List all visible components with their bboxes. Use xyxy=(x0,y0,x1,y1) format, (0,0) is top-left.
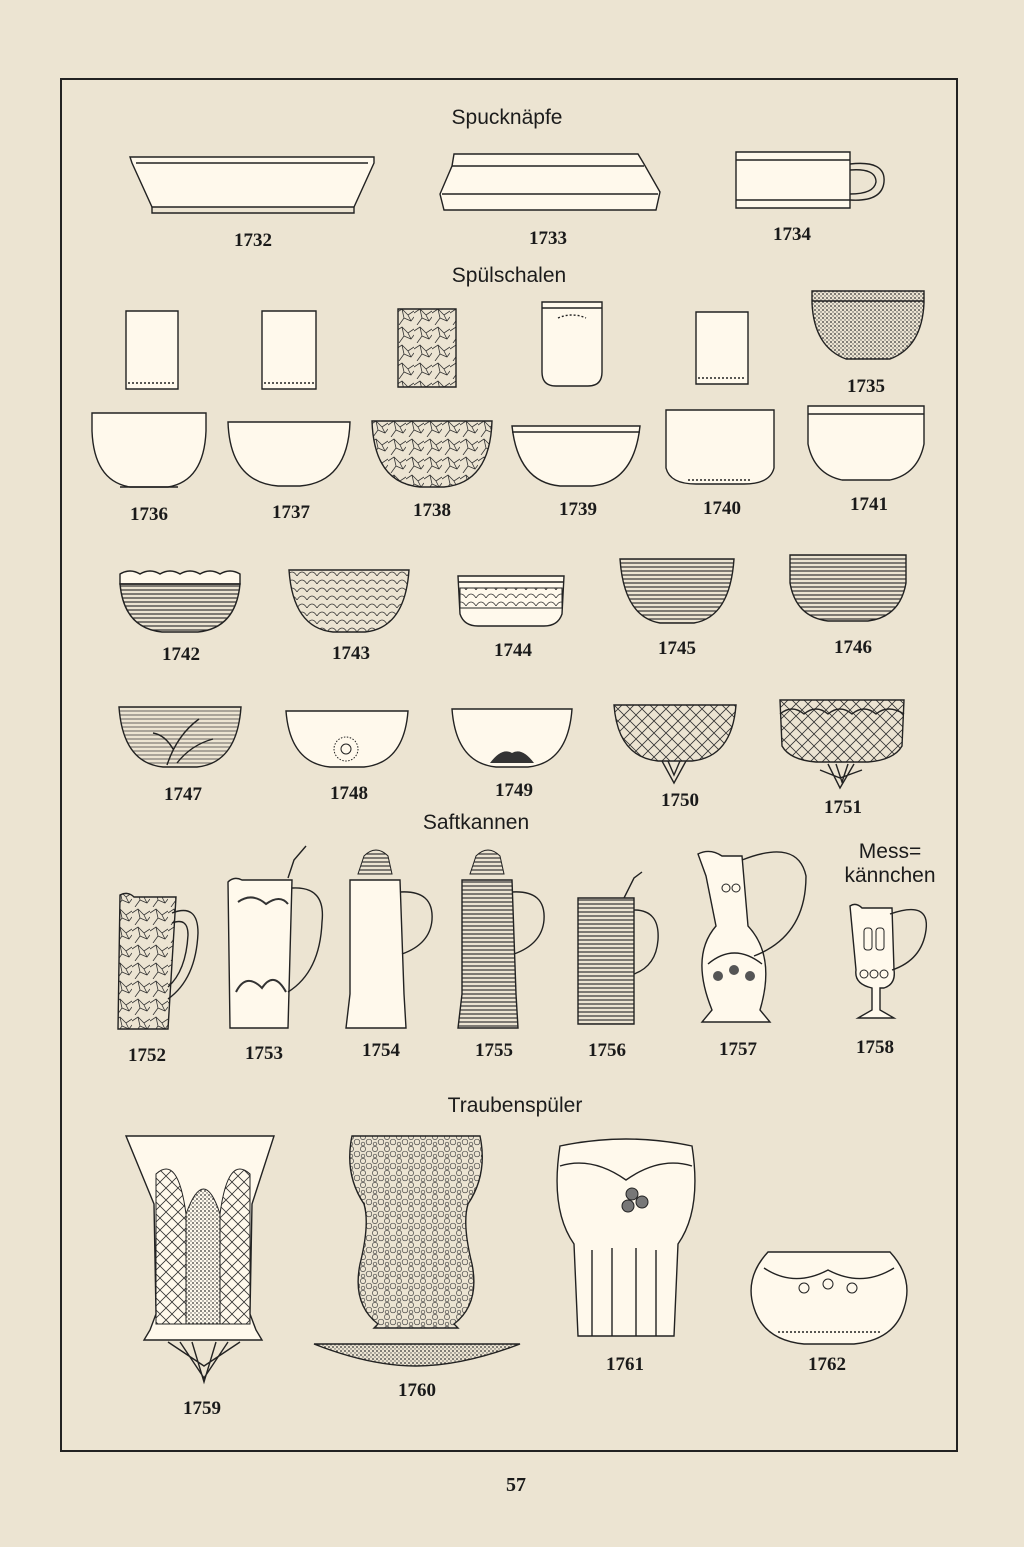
item-number-1742: 1742 xyxy=(162,644,200,665)
item-number-1756: 1756 xyxy=(588,1040,626,1061)
item-number-1750: 1750 xyxy=(661,790,699,811)
vase-1759-drawing xyxy=(124,1134,284,1386)
bowl-1748-drawing xyxy=(284,709,410,771)
glass-crackle-drawing xyxy=(396,307,458,389)
item-number-1746: 1746 xyxy=(834,637,872,658)
item-number-1747: 1747 xyxy=(164,784,202,805)
bowl-1750-drawing xyxy=(612,703,738,787)
bowl-1735-drawing xyxy=(810,289,926,365)
bowl-1751-drawing xyxy=(778,698,906,792)
heading-messkaennchen: Mess= kännchen xyxy=(844,840,936,887)
item-number-1743: 1743 xyxy=(332,643,370,664)
item-number-1740: 1740 xyxy=(703,498,741,519)
item-number-1732: 1732 xyxy=(234,230,272,251)
tankard-1756-drawing xyxy=(574,870,664,1028)
bowl-1745-drawing xyxy=(618,557,736,625)
item-number-1748: 1748 xyxy=(330,783,368,804)
glass-drawing xyxy=(260,309,318,391)
jug-1752-drawing xyxy=(114,889,204,1033)
item-number-1753: 1753 xyxy=(245,1043,283,1064)
heading-spucknaepfe: Spucknäpfe xyxy=(451,106,563,129)
item-number-1751: 1751 xyxy=(824,797,862,818)
tankard-1754-drawing xyxy=(344,844,436,1030)
bowl-1740-drawing xyxy=(664,408,776,488)
item-number-1752: 1752 xyxy=(128,1045,166,1066)
item-number-1760: 1760 xyxy=(398,1380,436,1401)
bowl-1749-drawing xyxy=(450,707,574,771)
heading-traubenspueler: Traubenspüler xyxy=(447,1094,583,1117)
tankard-1755-drawing xyxy=(456,844,548,1030)
bowl-1736-drawing xyxy=(90,411,208,491)
item-number-1749: 1749 xyxy=(495,780,533,801)
bowl-1739-drawing xyxy=(510,424,642,490)
bowl-1746-drawing xyxy=(788,553,908,623)
vase-1761-drawing xyxy=(552,1140,700,1344)
item-number-1762: 1762 xyxy=(808,1354,846,1375)
item-number-1755: 1755 xyxy=(475,1040,513,1061)
bowl-1738-drawing xyxy=(370,419,494,491)
item-number-1736: 1736 xyxy=(130,504,168,525)
bowl-1747-drawing xyxy=(117,705,243,771)
item-number-1738: 1738 xyxy=(413,500,451,521)
measuring-jug-1758-drawing xyxy=(844,900,930,1024)
bowl-1742-drawing xyxy=(118,568,242,636)
item-number-1758: 1758 xyxy=(856,1037,894,1058)
item-number-1754: 1754 xyxy=(362,1040,400,1061)
bowl-1741-drawing xyxy=(806,404,926,484)
item-number-1733: 1733 xyxy=(529,228,567,249)
item-number-1734: 1734 xyxy=(773,224,811,245)
jug-1753-drawing xyxy=(222,842,330,1032)
jug-1757-drawing xyxy=(688,846,812,1026)
item-number-1744: 1744 xyxy=(494,640,532,661)
item-number-1741: 1741 xyxy=(850,494,888,515)
glass-engraved-drawing xyxy=(540,300,604,388)
heading-spuelschalen: Spülschalen xyxy=(451,264,567,287)
item-number-1745: 1745 xyxy=(658,638,696,659)
item-number-1761: 1761 xyxy=(606,1354,644,1375)
bowl-1743-drawing xyxy=(287,568,411,636)
vase-1760-drawing xyxy=(312,1134,524,1370)
heading-saftkannen: Saftkannen xyxy=(422,811,530,834)
spittoon-1734-drawing xyxy=(734,150,890,212)
item-number-1757: 1757 xyxy=(719,1039,757,1060)
item-number-1735: 1735 xyxy=(847,376,885,397)
bowl-1744-drawing xyxy=(456,574,566,628)
item-number-1739: 1739 xyxy=(559,499,597,520)
glass-drawing xyxy=(124,309,180,391)
page-number: 57 xyxy=(506,1474,526,1496)
spittoon-1733-drawing xyxy=(438,152,662,214)
glass-drawing xyxy=(694,310,750,386)
spittoon-1732-drawing xyxy=(128,155,378,215)
bowl-1762-drawing xyxy=(744,1248,914,1350)
item-number-1737: 1737 xyxy=(272,502,310,523)
bowl-1737-drawing xyxy=(226,420,352,490)
item-number-1759: 1759 xyxy=(183,1398,221,1419)
